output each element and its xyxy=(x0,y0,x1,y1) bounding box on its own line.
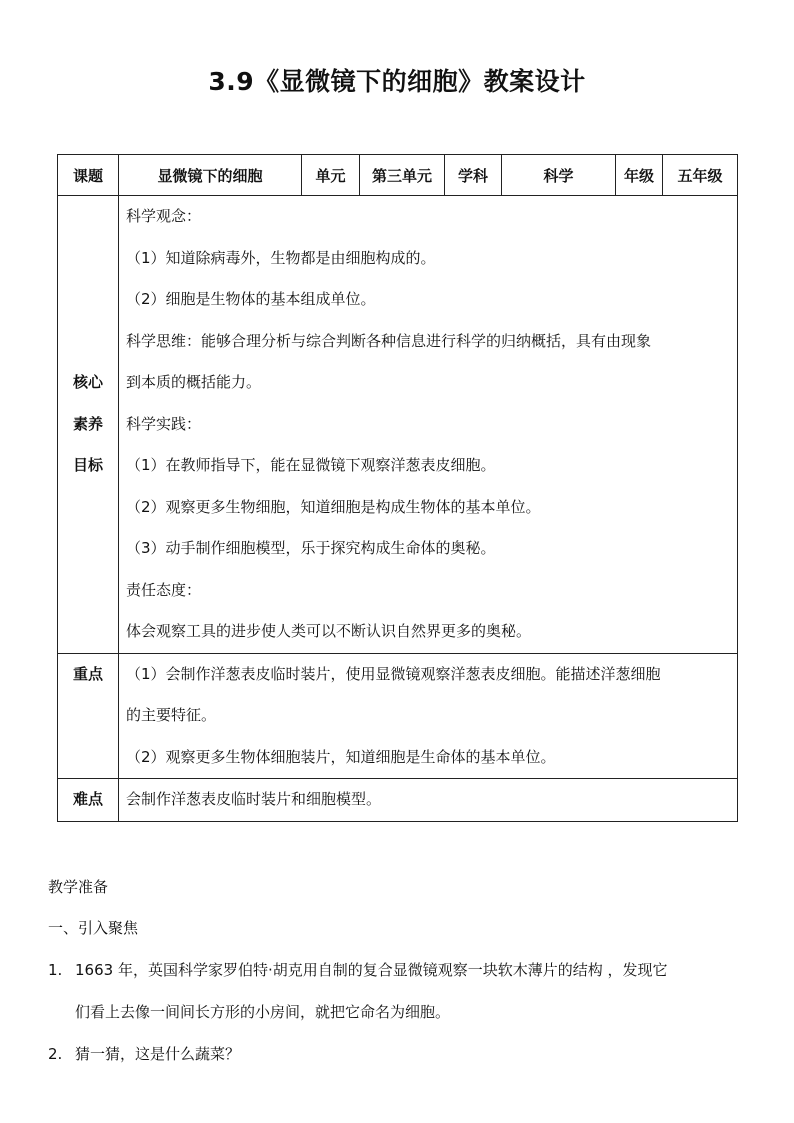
core-label-line-3: 目标 xyxy=(72,456,103,474)
grade-value: 五年级 xyxy=(663,155,738,196)
core-line: 到本质的概括能力。 xyxy=(126,373,262,391)
subject-value: 科学 xyxy=(502,155,616,196)
core-line: （2）细胞是生物体的基本组成单位。 xyxy=(126,290,376,308)
key-point-line: （1）会制作洋葱表皮临时装片，使用显微镜观察洋葱表皮细胞。能描述洋葱细胞 xyxy=(126,664,661,683)
list-number: 1. xyxy=(48,961,63,979)
lesson-plan-table xyxy=(57,154,738,822)
core-line: （3）动手制作细胞模型，乐于探究构成生命体的奥秘。 xyxy=(126,539,496,557)
difficulties-label-text: 难点 xyxy=(72,790,103,808)
difficulties-label xyxy=(58,779,119,822)
core-line: 责任态度： xyxy=(126,580,202,599)
core-line: （2）观察更多生物细胞，知道细胞是构成生物体的基本单位。 xyxy=(126,497,541,516)
page-title: 3.9《显微镜下的细胞》教案设计 xyxy=(208,67,586,96)
header-row xyxy=(58,155,738,196)
core-label-line-1: 核心 xyxy=(72,373,103,391)
core-line: （1）知道除病毒外，生物都是由细胞构成的。 xyxy=(126,248,436,267)
core-goals-label xyxy=(58,196,119,654)
difficulties-row xyxy=(58,779,738,822)
core-line: 科学实践： xyxy=(126,414,202,433)
difficulties-content xyxy=(119,779,738,822)
list-text: 1663 年，英国科学家罗伯特·胡克用自制的复合显微镜观察一块软木薄片的结构 ，发现它 xyxy=(75,961,668,979)
key-points-label xyxy=(58,653,119,779)
core-line: 科学观念： xyxy=(126,207,202,225)
topic-label: 课题 xyxy=(58,155,119,196)
core-goals-content xyxy=(119,196,738,654)
grade-label: 年级 xyxy=(616,155,663,196)
section-heading-intro: 一、引入聚焦 xyxy=(48,919,139,937)
section-heading-prep: 教学准备 xyxy=(48,878,109,896)
list-item-continuation: 们看上去像一间间长方形的小房间，就把它命名为细胞。 xyxy=(75,1003,451,1021)
core-line: 体会观察工具的进步使人类可以不断认识自然界更多的奥秘。 xyxy=(126,622,532,640)
key-points-label-text: 重点 xyxy=(72,664,103,683)
difficulties-text: 会制作洋葱表皮临时装片和细胞模型。 xyxy=(126,790,382,808)
list-number: 2. xyxy=(48,1045,63,1063)
list-item xyxy=(48,1043,240,1064)
unit-label: 单元 xyxy=(302,155,360,196)
key-point-line: （2）观察更多生物体细胞装片，知道细胞是生命体的基本单位。 xyxy=(126,747,556,766)
key-point-line: 的主要特征。 xyxy=(126,706,217,724)
list-text: 猜一猜，这是什么蔬菜？ xyxy=(75,1045,241,1063)
subject-label: 学科 xyxy=(445,155,502,196)
core-line: （1）在教师指导下，能在显微镜下观察洋葱表皮细胞。 xyxy=(126,456,496,474)
core-goals-row xyxy=(58,196,738,654)
topic-value: 显微镜下的细胞 xyxy=(119,155,302,196)
list-item xyxy=(48,959,667,980)
unit-value: 第三单元 xyxy=(360,155,445,196)
key-points-row xyxy=(58,653,738,779)
key-points-content xyxy=(119,653,738,779)
core-label-line-2: 素养 xyxy=(72,414,103,433)
core-line: 科学思维：能够合理分析与综合判断各种信息进行科学的归纳概括，具有由现象 xyxy=(126,331,652,350)
